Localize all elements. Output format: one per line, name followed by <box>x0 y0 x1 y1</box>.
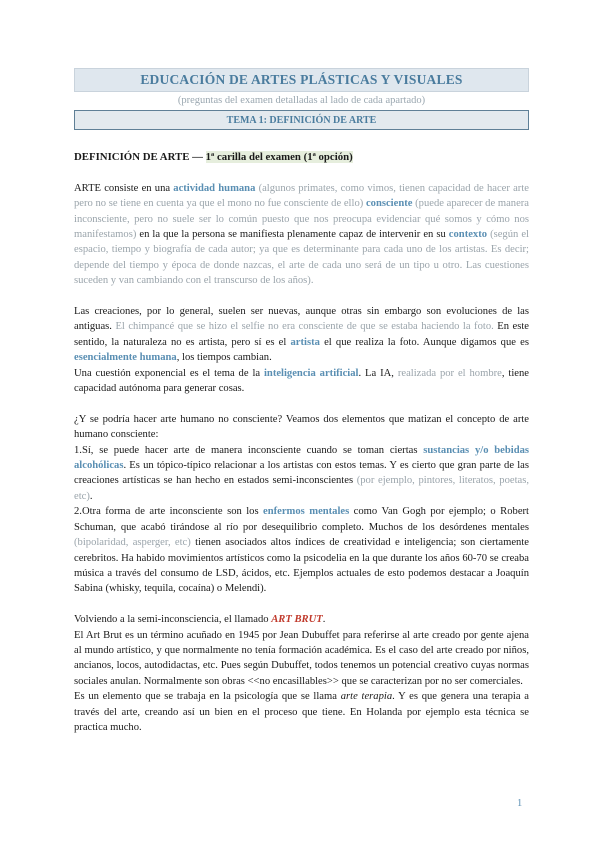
exam-tag: 1ª carilla del examen (1ª opción) <box>205 151 353 163</box>
term-esencialmente-humana: esencialmente humana <box>74 352 177 364</box>
page-number: 1 <box>517 798 523 809</box>
term-art-brut: ART BRUT <box>271 614 323 626</box>
paragraph-question: ¿Y se podría hacer arte humano no consciente? Veamos dos elementos que matizan el concepto de arte humano consciente: <box>74 413 529 441</box>
term-arte-terapia: arte terapia <box>340 691 393 703</box>
term-actividad-humana: actividad humana <box>173 182 256 194</box>
paragraph-point-1: 1.Sí, se puede hacer arte de manera inconsciente cuando se toman ciertas sustancias y/o bebidas alcohólicas. Es un tópico-típico relacionar a los artistas con estos temas. Y es cierto que gran parte de las creaciones artísticas se han hecho en estados semi-inconscientes (por ejemplo, pintores, literatos, poetas, etc). <box>74 444 530 502</box>
document-title: EDUCACIÓN DE ARTES PLÁSTICAS Y VISUALES <box>140 72 463 87</box>
term-contexto: contexto <box>448 229 488 241</box>
document-body <box>74 150 529 735</box>
term-enfermos-mentales: enfermos mentales <box>263 506 350 518</box>
term-consciente: consciente <box>365 198 413 210</box>
section-heading-text: DEFINICIÓN DE ARTE — <box>74 151 203 163</box>
paragraph-art-brut-intro: Volviendo a la semi-inconsciencia, el llamado ART BRUT. <box>74 614 326 626</box>
tema-title: TEMA 1: DEFINICIÓN DE ARTE <box>226 114 377 126</box>
tema-box <box>74 110 529 130</box>
paragraph-ia: Una cuestión exponencial es el tema de la inteligencia artificial. La IA, realizada por el hombre, tiene capacidad autónoma para generar cosas. <box>74 367 530 395</box>
paragraph-creaciones: Las creaciones, por lo general, suelen ser nuevas, aunque otras sin embargo son evoluciones de las antiguas. El chimpancé que se hizo el selfie no era consciente de que se estaba haciendo la foto. En este sentido, la naturaleza no es artista, pero sí es el artista el que realiza la foto. Aunque digamos que es esencialmente humana, los tiempos cambian. <box>74 306 529 364</box>
paragraph-arte-definition: ARTE consiste en una actividad humana (algunos primates, como vimos, tienen capacidad de hacer arte pero no se tiene en cuenta ya que el mono no fue consciente de ello) consciente (puede aparecer de manera inconsciente, pero no suele ser lo común puesto que nos preocupa evidenciar qué somos y cómo nos manifestamos) en la que la persona se manifiesta plenamente capaz de intervenir en su contexto (según el espacio, tiempo y biografía de cada autor; ya que es determinante para cada uno de los artistas. Es decir; depende del tiempo y época de donde nazcas, el arte de cada uno será de un tipo u otro. Las cuestiones suceden y van cambiando con el transcurso de los años). <box>74 182 530 287</box>
document-subtitle: (preguntas del examen detalladas al lado de cada apartado) <box>177 95 426 106</box>
section-heading <box>74 150 529 165</box>
paragraph-art-brut: El Art Brut es un término acuñado en 1945 por Jean Dubuffet para referirse al arte creado por gente ajena al mundo artístico, y que normalmente no tenía formación académica. Es el caso del arte creado por niños, ancianos, locos, autodidactas, etc. Pues según Dubuffet, todos tenemos un potencial creativo cuyas normas sociales anulan. Normalmente son obras <<no encasillables>> que se caracterizan por no ser comerciales. <box>74 629 529 687</box>
term-artista: artista <box>290 336 320 348</box>
term-inteligencia-artificial: inteligencia artificial <box>263 367 359 379</box>
paragraph-arte-terapia: Es un elemento que se trabaja en la psicología que se llama arte terapia. Y es que genera una terapia a través del arte, creando así un bien en el proceso que tiene. En Holanda por ejemplo esta técnica se practica mucho. <box>74 691 529 733</box>
term-sustancias: sustancias y/o bebidas alcohólicas <box>74 444 530 472</box>
document-title-box <box>74 68 529 92</box>
paragraph-point-2: 2.Otra forma de arte inconsciente son los enfermos mentales como Van Gogh por ejemplo; o Robert Schuman, que acabó tirándose al río por desequilibrio completo. Muchos de los desórdenes mentales (bipolaridad, asperger, etc) tienen asociados altos índices de creatividad e inteligencia; son ciertamente cerebritos. Ha habido movimientos artísticos como la psicodelia en la que durante los años 60-70 se creaba música a través del consumo de LSD, ácidos, etc. Ejemplos actuales de esto podemos destacar a Joaquín Sabina (whisky, tequila, cocaína) o Melendi). <box>74 506 529 595</box>
